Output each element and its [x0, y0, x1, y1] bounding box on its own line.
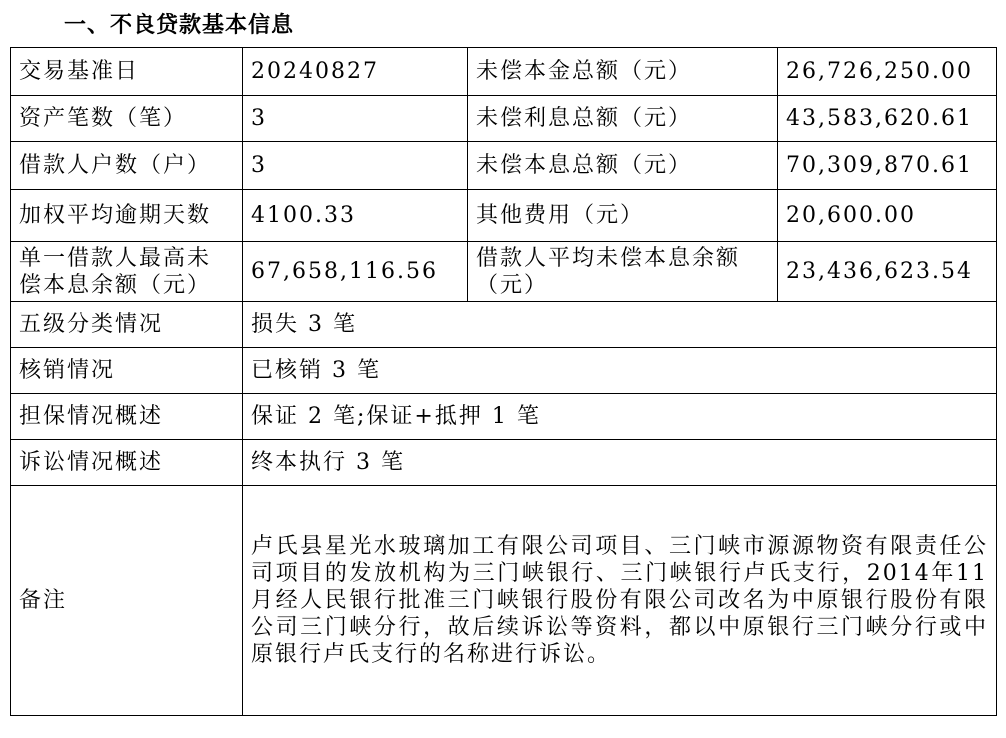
label-asset-count: 资产笔数（笔） [11, 96, 243, 142]
value-remark: 卢氏县星光水玻璃加工有限公司项目、三门峡市源源物资有限责任公司项目的发放机构为三门峡银行、三门峡银行卢氏支行，2014年11月经人民银行批准三门峡银行股份有限公司改名为中原银行股份有限公司三门峡分行，故后续诉讼等资料，都以中原银行三门峡分行或中原银行卢氏支行的名称进行诉讼。 [243, 486, 997, 716]
value-max-single-borrower: 67,658,116.56 [243, 242, 468, 302]
label-litigation: 诉讼情况概述 [11, 440, 243, 486]
table-row [11, 142, 997, 190]
value-classification: 损失 3 笔 [243, 302, 997, 348]
section-heading: 一、不良贷款基本信息 [64, 13, 295, 38]
table-row [11, 242, 997, 302]
label-max-single-borrower: 单一借款人最高未偿本息余额（元） [11, 242, 243, 302]
label-trade-date: 交易基准日 [11, 48, 243, 96]
table-row [11, 394, 997, 440]
value-trade-date: 20240827 [243, 48, 468, 96]
table-row [11, 96, 997, 142]
value-guarantee: 保证 2 笔;保证+抵押 1 笔 [243, 394, 997, 440]
label-interest-total: 未偿利息总额（元） [468, 96, 778, 142]
table-row [11, 440, 997, 486]
table-row [11, 486, 997, 716]
value-writeoff: 已核销 3 笔 [243, 348, 997, 394]
value-principal-total: 26,726,250.00 [778, 48, 997, 96]
label-writeoff: 核销情况 [11, 348, 243, 394]
table-row [11, 48, 997, 96]
label-principal-total: 未偿本金总额（元） [468, 48, 778, 96]
value-principal-interest-total: 70,309,870.61 [778, 142, 997, 190]
label-principal-interest-total: 未偿本息总额（元） [468, 142, 778, 190]
label-remark: 备注 [11, 486, 243, 716]
value-avg-borrower-balance: 23,436,623.54 [778, 242, 997, 302]
value-asset-count: 3 [243, 96, 468, 142]
label-other-fees: 其他费用（元） [468, 190, 778, 242]
value-litigation: 终本执行 3 笔 [243, 440, 997, 486]
value-other-fees: 20,600.00 [778, 190, 997, 242]
label-avg-borrower-balance: 借款人平均未偿本息余额（元） [468, 242, 778, 302]
label-overdue-days: 加权平均逾期天数 [11, 190, 243, 242]
value-interest-total: 43,583,620.61 [778, 96, 997, 142]
table-row [11, 190, 997, 242]
label-classification: 五级分类情况 [11, 302, 243, 348]
table-row [11, 302, 997, 348]
label-guarantee: 担保情况概述 [11, 394, 243, 440]
table-row [11, 348, 997, 394]
value-overdue-days: 4100.33 [243, 190, 468, 242]
loan-info-table [10, 47, 997, 716]
label-borrower-count: 借款人户数（户） [11, 142, 243, 190]
value-borrower-count: 3 [243, 142, 468, 190]
